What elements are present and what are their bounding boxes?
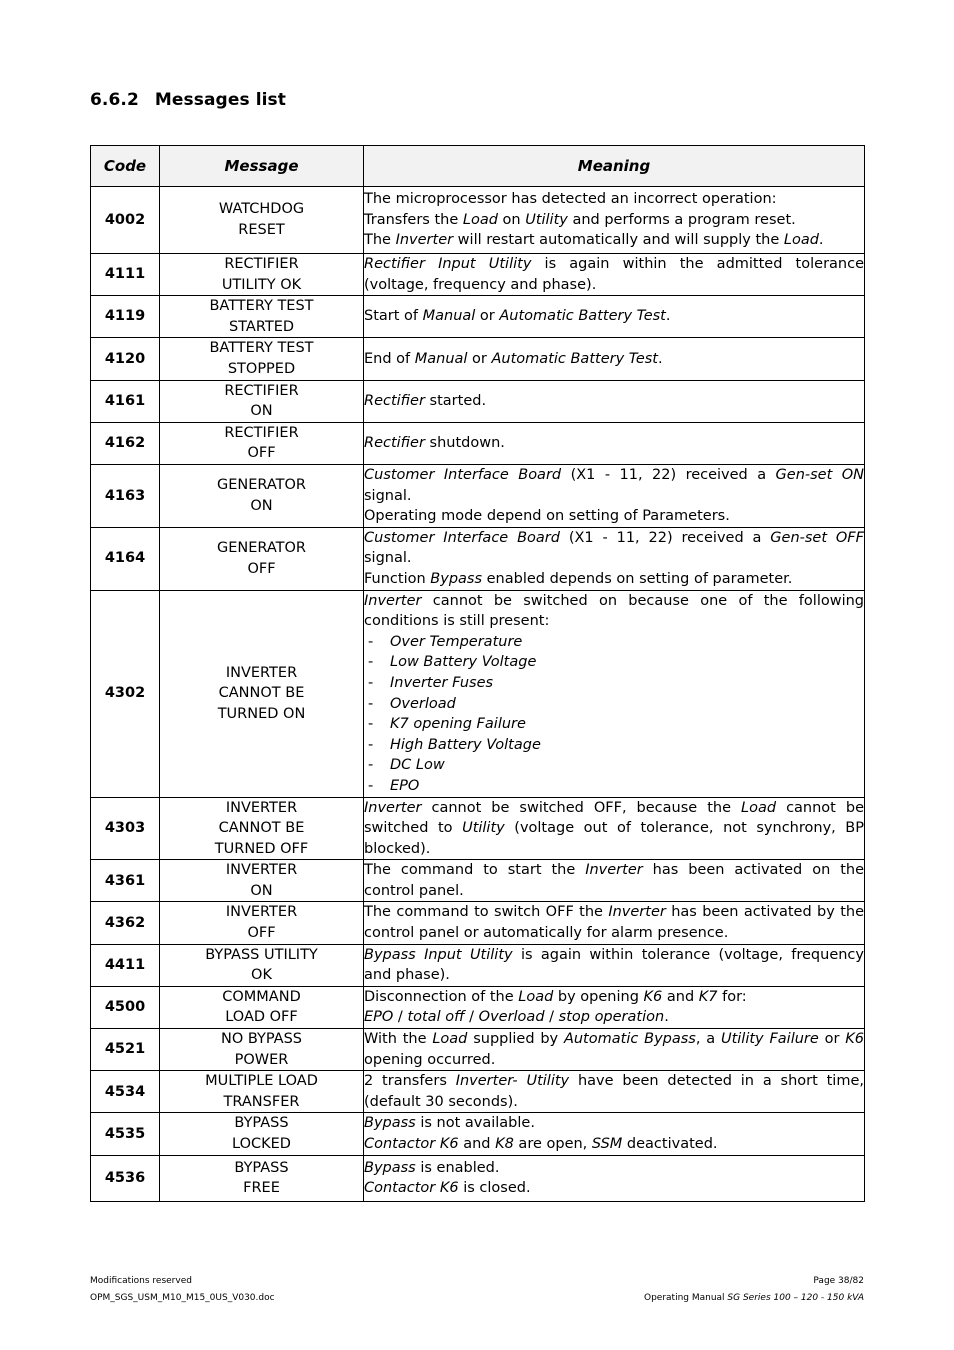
meaning-text: Start of	[364, 308, 423, 325]
meaning-term: Gen-set OFF	[770, 529, 864, 546]
table-row	[91, 986, 865, 1028]
meaning-term: Automatic Battery Test	[499, 308, 666, 325]
meaning-paragraph	[364, 210, 864, 231]
message-code: 4411	[91, 944, 160, 986]
message-meaning	[364, 1113, 865, 1155]
message-line: STOPPED	[227, 360, 296, 377]
meaning-text: or	[818, 1031, 846, 1048]
message-code: 4302	[91, 590, 160, 797]
message-line: RECTIFIER	[224, 256, 299, 272]
meaning-text: The command to start the	[364, 862, 586, 879]
meaning-text: /	[544, 1009, 559, 1026]
message-line: BATTERY TEST	[209, 340, 314, 357]
table-row	[91, 1071, 865, 1113]
header-code: Code	[91, 146, 160, 187]
meaning-text: Transfers the	[364, 211, 463, 228]
message-line: RECTIFIER	[224, 424, 299, 441]
message-line: BYPASS	[234, 1159, 289, 1176]
message-text	[160, 254, 364, 296]
meaning-text: shutdown.	[424, 435, 505, 452]
meaning-text: on	[497, 211, 526, 228]
meaning-term: Inverter	[608, 904, 666, 921]
meaning-text: 2 transfers	[364, 1073, 456, 1090]
message-line: POWER	[234, 1051, 289, 1068]
meaning-term: Automatic Battery Test	[491, 350, 658, 367]
meaning-term: K7	[698, 988, 718, 1005]
footer-page-number: Page 38/82	[813, 1276, 864, 1286]
meaning-text: signal.	[364, 550, 412, 567]
meaning-text: The command to switch OFF the	[364, 904, 609, 921]
meaning-paragraph	[364, 349, 864, 370]
message-meaning	[364, 590, 865, 797]
meaning-term: Load	[462, 211, 498, 228]
table-row	[91, 1155, 865, 1201]
meaning-term: Inverter	[364, 592, 422, 609]
table-row	[91, 1113, 865, 1155]
meaning-term: Utility	[525, 211, 568, 228]
message-code: 4500	[91, 986, 160, 1028]
table-row	[91, 296, 865, 338]
message-line: INVERTER	[225, 664, 298, 681]
footer-manual-title	[644, 1293, 864, 1303]
table-row	[91, 187, 865, 254]
message-meaning	[364, 1155, 865, 1201]
meaning-text: Function	[364, 570, 431, 587]
meaning-term: total off	[407, 1009, 465, 1026]
message-line: GENERATOR	[216, 540, 307, 557]
message-text	[160, 902, 364, 944]
message-line: CANNOT BE	[218, 820, 305, 837]
meaning-term: Inverter	[395, 232, 454, 249]
dash-bullet: -	[368, 716, 374, 733]
dash-bullet: -	[368, 633, 374, 650]
section-title: Messages list	[154, 90, 286, 110]
meaning-term: Bypass Input Utility	[364, 946, 513, 963]
dash-bullet: -	[368, 654, 374, 671]
message-line: BYPASS UTILITY	[205, 946, 318, 963]
meaning-text: by opening	[553, 988, 644, 1005]
meaning-paragraph	[364, 1007, 864, 1028]
section-number: 6.6.2	[90, 90, 139, 110]
message-meaning	[364, 527, 865, 590]
meaning-text: signal.	[364, 487, 412, 504]
meaning-text: Disconnection of the	[364, 988, 519, 1005]
message-line: INVERTER	[225, 904, 298, 921]
meaning-text: or	[475, 308, 500, 325]
table-row	[91, 380, 865, 422]
meaning-paragraph	[364, 987, 864, 1008]
meaning-text: .	[664, 1009, 669, 1026]
condition-text: Inverter Fuses	[390, 674, 494, 691]
message-line: MULTIPLE LOAD	[205, 1073, 318, 1090]
meaning-text: is again within tolerance (voltage, frequency and phase).	[364, 946, 864, 984]
message-meaning	[364, 944, 865, 986]
message-code: 4119	[91, 296, 160, 338]
table-body	[91, 187, 865, 1202]
message-code: 4161	[91, 380, 160, 422]
meaning-term: Load	[783, 232, 819, 249]
condition-item	[368, 694, 864, 715]
table-row	[91, 338, 865, 380]
message-line: NO BYPASS	[220, 1031, 303, 1048]
meaning-term: SSM	[591, 1136, 623, 1152]
meaning-paragraph	[364, 1178, 864, 1199]
condition-item	[368, 735, 864, 756]
meaning-term: Load	[741, 799, 777, 816]
message-meaning	[364, 986, 865, 1028]
meaning-text: deactivated.	[622, 1136, 718, 1152]
meaning-text: and	[662, 988, 699, 1005]
message-line: ON	[250, 882, 273, 899]
meaning-paragraph	[364, 506, 864, 527]
message-text	[160, 187, 364, 254]
message-code: 4534	[91, 1071, 160, 1113]
condition-text: Low Battery Voltage	[390, 654, 537, 671]
message-line: BYPASS	[234, 1115, 289, 1132]
meaning-text: .	[818, 232, 824, 249]
message-text	[160, 527, 364, 590]
meaning-term: Rectifier Input Utility	[364, 256, 532, 272]
meaning-term: Utility Failure	[720, 1031, 819, 1048]
table-row	[91, 1029, 865, 1071]
meaning-term: Manual	[422, 308, 476, 325]
footer-modifications: Modifications reserved	[90, 1276, 192, 1286]
table-header-row	[91, 146, 865, 187]
meaning-paragraph	[364, 798, 864, 860]
meaning-paragraph	[364, 902, 864, 943]
meaning-paragraph	[364, 230, 864, 251]
meaning-text: (voltage out of tolerance, not synchrony, BP blocked).	[364, 820, 864, 857]
meaning-text: cannot be switched to	[364, 799, 864, 837]
message-meaning	[364, 254, 865, 296]
message-meaning	[364, 1029, 865, 1071]
header-meaning: Meaning	[364, 146, 865, 187]
message-code: 4120	[91, 338, 160, 380]
condition-text: K7 opening Failure	[390, 716, 526, 733]
meaning-text: /	[464, 1009, 479, 1026]
meaning-term: Contactor K6	[364, 1180, 459, 1197]
message-text	[160, 380, 364, 422]
message-text	[160, 338, 364, 380]
meaning-paragraph	[364, 306, 864, 327]
dash-bullet: -	[368, 777, 374, 794]
meaning-text: /	[393, 1009, 408, 1026]
meaning-text: have been detected in a short time, (default 30 seconds).	[364, 1073, 864, 1110]
message-line: INVERTER	[225, 799, 298, 816]
message-line: LOCKED	[232, 1136, 291, 1152]
message-meaning	[364, 380, 865, 422]
message-code: 4362	[91, 902, 160, 944]
message-line: UTILITY OK	[221, 276, 302, 293]
message-code: 4361	[91, 860, 160, 902]
meaning-paragraph	[364, 465, 864, 506]
table-row	[91, 860, 865, 902]
meaning-text: enabled depends on setting of parameter.	[482, 570, 793, 587]
message-text	[160, 1071, 364, 1113]
dash-bullet: -	[368, 674, 374, 691]
message-text	[160, 944, 364, 986]
message-code: 4536	[91, 1155, 160, 1201]
message-line: GENERATOR	[216, 477, 307, 494]
footer-series-name: SG Series 100 – 120 - 150 kVA	[727, 1293, 864, 1303]
message-line: CANNOT BE	[218, 685, 305, 702]
meaning-text: supplied by	[467, 1031, 564, 1048]
message-line: RECTIFIER	[224, 382, 299, 399]
message-code: 4111	[91, 254, 160, 296]
message-text	[160, 590, 364, 797]
message-line: ON	[250, 403, 273, 420]
meaning-term: Bypass	[364, 1159, 416, 1176]
meaning-text: is not available.	[415, 1115, 535, 1132]
message-text	[160, 296, 364, 338]
meaning-term: Utility	[462, 820, 505, 837]
meaning-paragraph	[364, 1158, 864, 1179]
message-code: 4535	[91, 1113, 160, 1155]
message-meaning	[364, 902, 865, 944]
meaning-paragraph	[364, 433, 864, 454]
meaning-text: (X1 - 11, 22) received a	[559, 529, 771, 546]
table-row	[91, 944, 865, 986]
meaning-text: The	[364, 232, 396, 249]
meaning-text: are open,	[513, 1136, 592, 1152]
meaning-term: Rectifier	[364, 392, 425, 409]
meaning-text: has been activated on the control panel.	[364, 862, 864, 899]
message-text	[160, 986, 364, 1028]
meaning-text: or	[467, 350, 492, 367]
message-meaning	[364, 1071, 865, 1113]
condition-text: Over Temperature	[390, 633, 523, 650]
condition-text: EPO	[390, 777, 420, 794]
message-meaning	[364, 860, 865, 902]
message-text	[160, 464, 364, 527]
meaning-term: Overload	[478, 1009, 545, 1026]
meaning-paragraph	[364, 528, 864, 569]
condition-text: High Battery Voltage	[390, 736, 541, 753]
meaning-paragraph	[364, 860, 864, 901]
meaning-paragraph	[364, 1113, 864, 1134]
meaning-term: EPO	[364, 1009, 394, 1026]
meaning-text: is again within the admitted tolerance (voltage, frequency and phase).	[364, 256, 864, 293]
message-meaning	[364, 422, 865, 464]
meaning-paragraph	[364, 591, 864, 632]
message-meaning	[364, 296, 865, 338]
header-message: Message	[160, 146, 364, 187]
messages-table	[90, 145, 865, 1202]
meaning-text: is closed.	[458, 1180, 531, 1197]
meaning-term: Rectifier	[364, 435, 425, 452]
message-line: WATCHDOG	[218, 201, 305, 218]
meaning-text: opening occurred.	[364, 1051, 496, 1068]
message-line: ON	[250, 497, 273, 514]
meaning-term: Load	[432, 1031, 468, 1048]
message-line: COMMAND	[222, 988, 301, 1005]
meaning-paragraph	[364, 1029, 864, 1070]
table-row	[91, 590, 865, 797]
meaning-term: Bypass	[364, 1115, 416, 1132]
meaning-term: Bypass	[430, 570, 483, 587]
message-line: FREE	[243, 1180, 280, 1197]
message-line: OFF	[247, 925, 276, 942]
message-code: 4162	[91, 422, 160, 464]
condition-item	[368, 714, 864, 735]
meaning-term: Automatic Bypass	[563, 1031, 696, 1048]
meaning-text: , a	[695, 1031, 721, 1048]
meaning-text: and performs a program reset.	[567, 211, 796, 228]
meaning-text: End of	[364, 350, 415, 367]
table-row	[91, 527, 865, 590]
message-line: INVERTER	[225, 862, 298, 879]
message-line: TURNED OFF	[214, 840, 309, 857]
message-text	[160, 860, 364, 902]
meaning-text: for:	[717, 988, 747, 1005]
message-text	[160, 797, 364, 860]
meaning-term: Inverter- Utility	[455, 1073, 570, 1090]
table-row	[91, 464, 865, 527]
footer-document-id: OPM_SGS_USM_M10_M15_0US_V030.doc	[90, 1293, 275, 1303]
meaning-term: Customer Interface Board	[364, 529, 560, 546]
condition-item	[368, 673, 864, 694]
meaning-paragraph	[364, 945, 864, 986]
condition-text: DC Low	[390, 757, 445, 774]
message-line: OFF	[247, 560, 276, 577]
table-row	[91, 254, 865, 296]
meaning-text: will restart automatically and will supply the	[453, 232, 784, 249]
meaning-paragraph	[364, 391, 864, 412]
meaning-text: .	[665, 308, 671, 325]
meaning-term: Inverter	[364, 799, 422, 816]
message-line: BATTERY TEST	[209, 298, 314, 315]
meaning-text: (X1 - 11, 22) received a	[561, 466, 776, 483]
message-line: TRANSFER	[223, 1093, 300, 1110]
dash-bullet: -	[368, 736, 374, 753]
meaning-paragraph	[364, 569, 864, 590]
meaning-term: Gen-set ON	[775, 466, 864, 483]
message-meaning	[364, 464, 865, 527]
message-code: 4163	[91, 464, 160, 527]
meaning-term: Inverter	[585, 862, 643, 879]
meaning-term: K6	[845, 1031, 865, 1048]
message-meaning	[364, 338, 865, 380]
meaning-paragraph	[364, 1134, 864, 1155]
meaning-term: stop operation	[558, 1009, 665, 1026]
meaning-term: K6	[643, 988, 663, 1005]
meaning-text: started.	[424, 392, 487, 409]
meaning-text: .	[658, 350, 663, 367]
message-code: 4164	[91, 527, 160, 590]
meaning-term: K8	[495, 1136, 514, 1152]
message-line: RESET	[238, 222, 285, 238]
condition-item	[368, 776, 864, 797]
message-code: 4521	[91, 1029, 160, 1071]
condition-item	[368, 652, 864, 673]
meaning-term: Contactor K6	[364, 1136, 459, 1152]
meaning-term: Manual	[414, 350, 468, 367]
message-line: OFF	[247, 445, 276, 462]
message-text	[160, 1113, 364, 1155]
meaning-paragraph	[364, 189, 864, 210]
meaning-text: The microprocessor has detected an incorrect operation:	[364, 191, 777, 208]
message-code: 4002	[91, 187, 160, 254]
table-row	[91, 902, 865, 944]
condition-text: Overload	[390, 695, 456, 712]
message-line: TURNED ON	[217, 705, 306, 722]
condition-list	[364, 632, 864, 797]
meaning-text: and	[458, 1136, 496, 1152]
meaning-text: cannot be switched OFF, because the	[421, 799, 742, 816]
meaning-paragraph	[364, 1071, 864, 1112]
message-meaning	[364, 797, 865, 860]
section-heading	[90, 90, 286, 110]
meaning-text: cannot be switched on because one of the following conditions is still present:	[364, 592, 864, 630]
table-row	[91, 422, 865, 464]
meaning-text: is enabled.	[415, 1159, 500, 1176]
dash-bullet: -	[368, 695, 374, 712]
message-line: STARTED	[228, 318, 295, 335]
meaning-term: Customer Interface Board	[364, 466, 562, 483]
meaning-text: has been activated by the control panel or automatically for alarm presence.	[364, 904, 864, 942]
dash-bullet: -	[368, 757, 374, 774]
message-meaning	[364, 187, 865, 254]
footer-manual-label: Operating Manual	[643, 1293, 728, 1303]
message-code: 4303	[91, 797, 160, 860]
meaning-text: With the	[364, 1031, 433, 1048]
condition-item	[368, 632, 864, 653]
condition-item	[368, 755, 864, 776]
message-line: LOAD OFF	[225, 1009, 298, 1026]
table-row	[91, 797, 865, 860]
meaning-text: Operating mode depend on setting of Parameters.	[364, 508, 730, 525]
meaning-paragraph	[364, 254, 864, 295]
message-text	[160, 422, 364, 464]
message-text	[160, 1029, 364, 1071]
message-text	[160, 1155, 364, 1201]
meaning-term: Load	[518, 988, 554, 1005]
message-line: OK	[251, 967, 272, 984]
